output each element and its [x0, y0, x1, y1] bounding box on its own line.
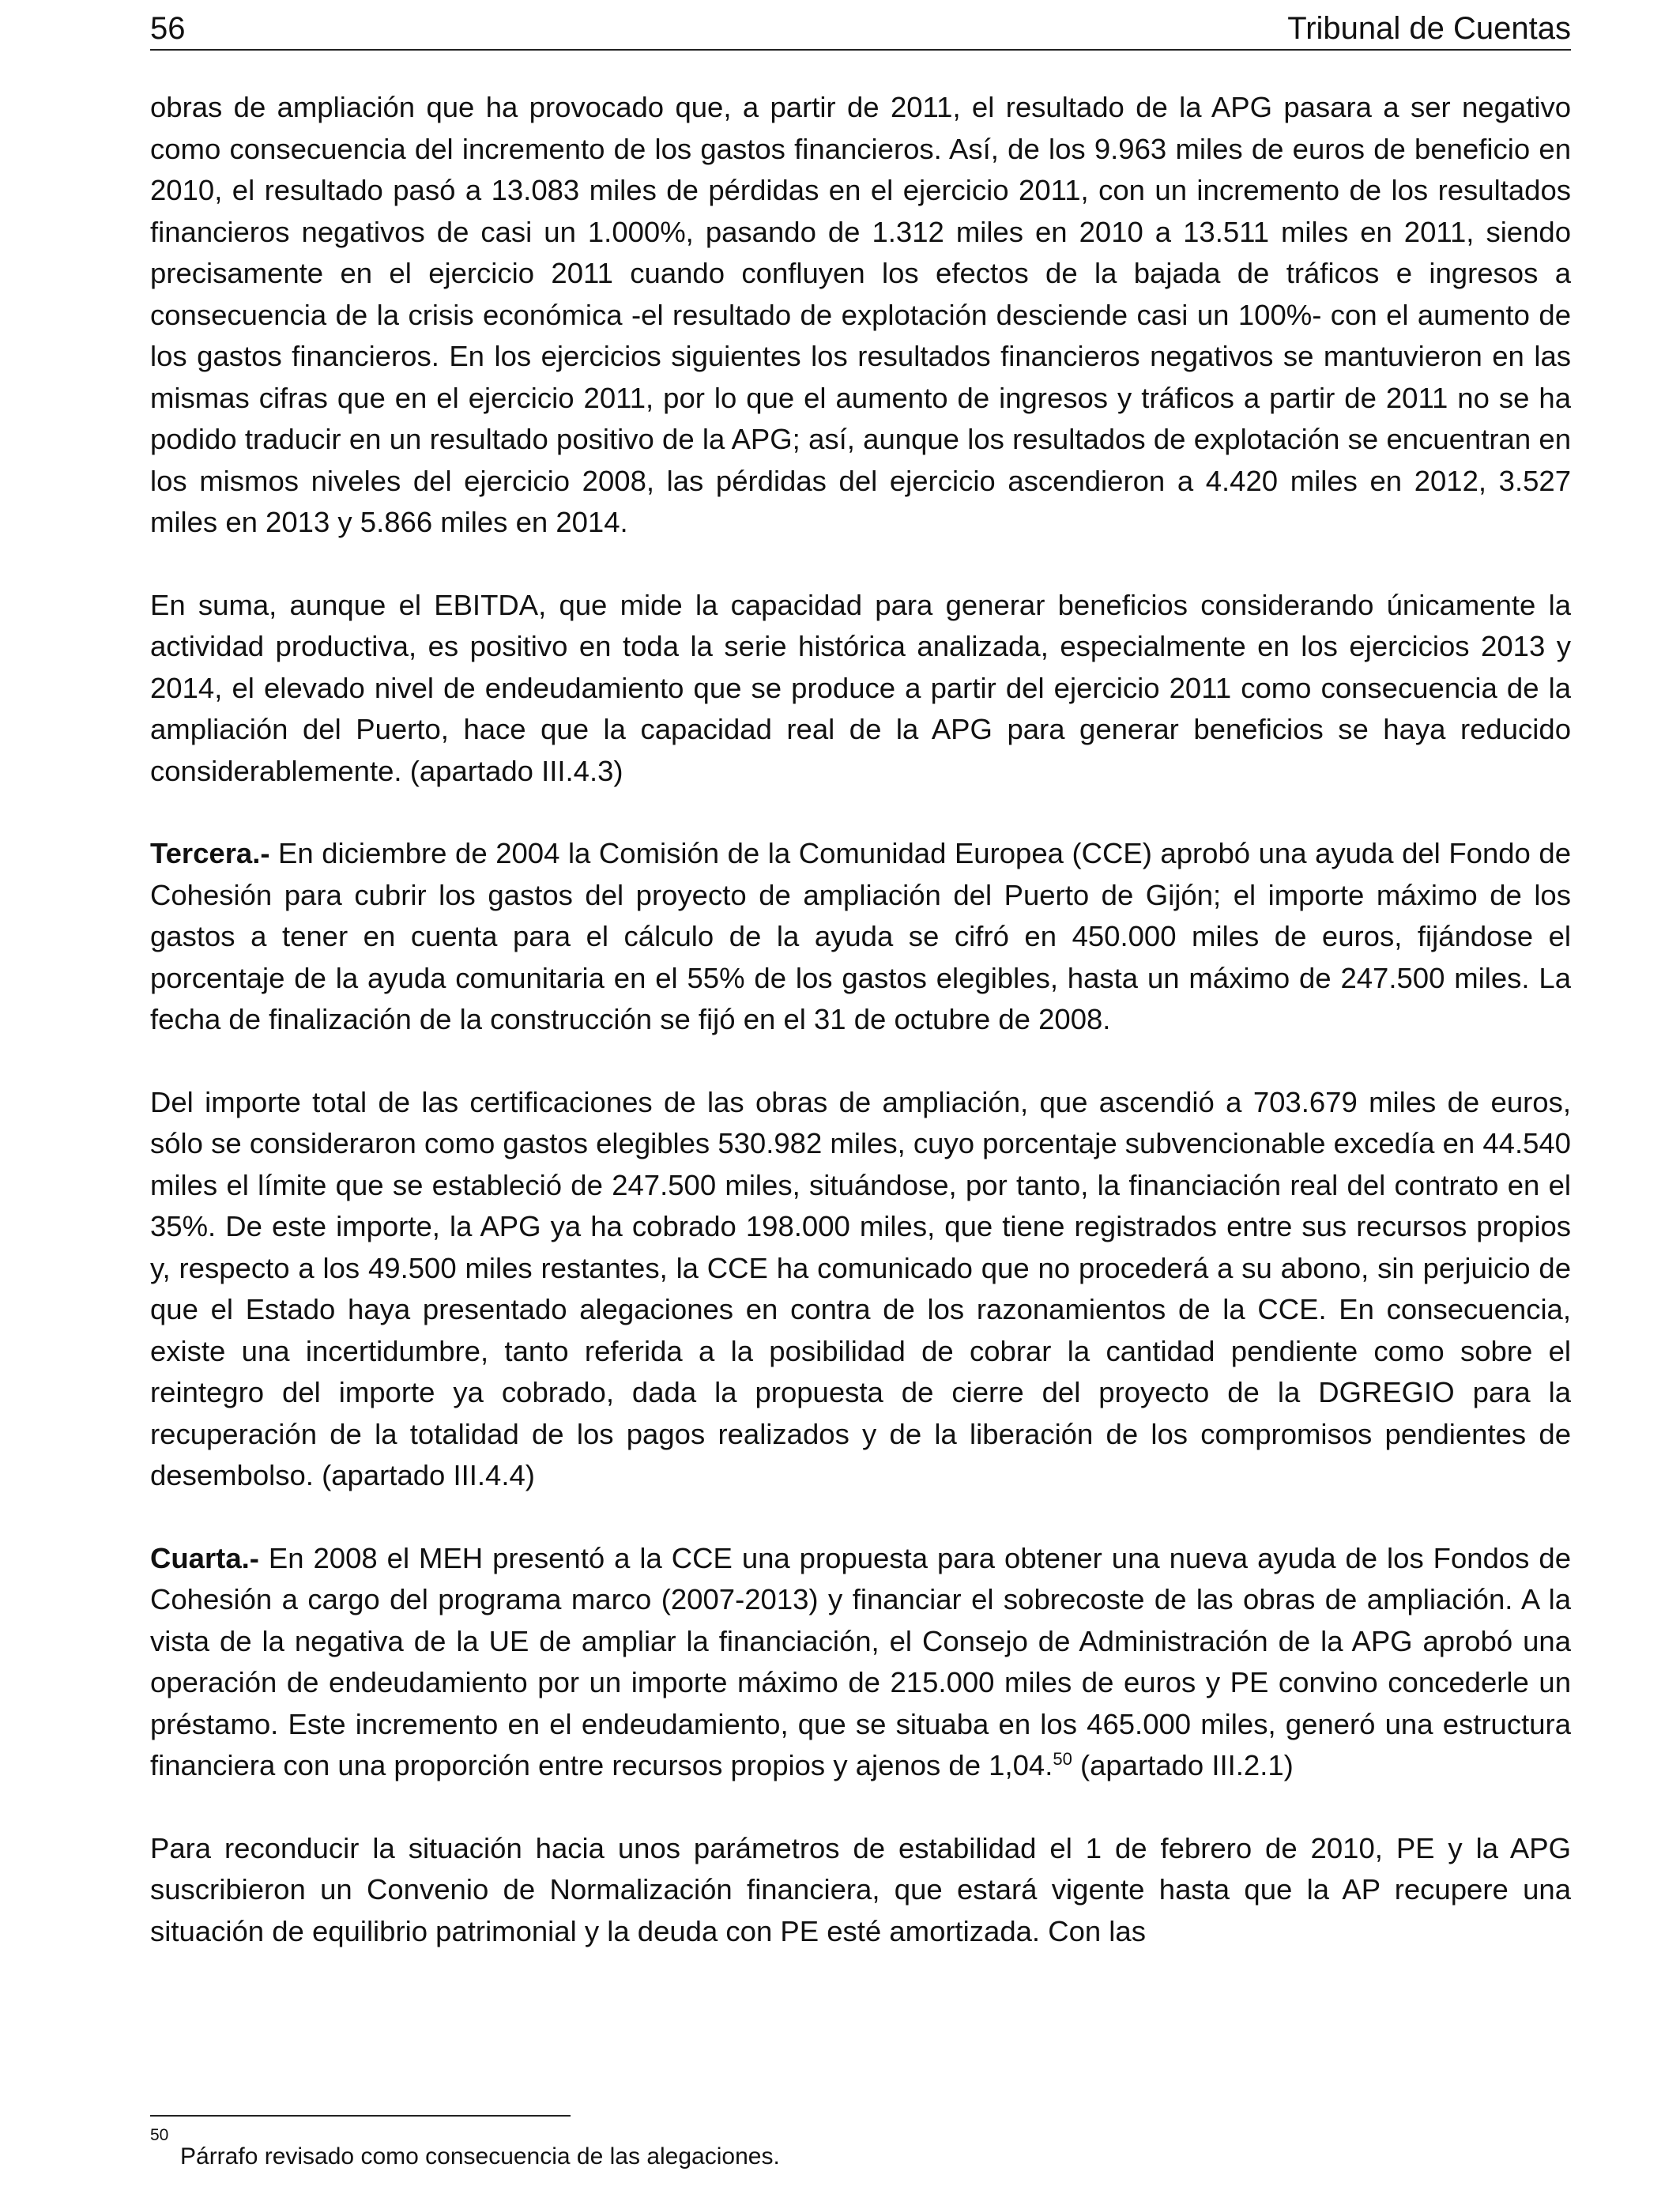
- paragraph-text: En diciembre de 2004 la Comisión de la Comunidad Europea (CCE) aprobó una ayuda del Fondo de Cohesión para cubrir los gastos del proyecto de ampliación del Puerto de Gijón; el importe máximo de los gastos a tener en cuenta para el cálculo de la ayuda se cifró en 450.000 miles de euros, fijándose el porcentaje de la ayuda comunitaria en el 55% de los gastos elegibles, hasta un máximo de 247.500 miles. La fecha de finalización de la construcción se fijó en el 31 de octubre de 2008.: [150, 837, 1571, 1035]
- footnote-text: Párrafo revisado como consecuencia de las alegaciones.: [180, 2143, 780, 2169]
- paragraph-cuarta: [150, 1538, 1571, 1787]
- paragraph-results: [150, 87, 1571, 544]
- paragraph-text: En suma, aunque el EBITDA, que mide la capacidad para generar beneficios considerando únicamente la actividad productiva, es positivo en toda la serie histórica analizada, especialmente en los ejercicios 2013 y 2014, el elevado nivel de endeudamiento que se produce a partir del ejercicio 2011 como consecuencia de la ampliación del Puerto, hace que la capacidad real de la APG para generar beneficios se haya reducido considerablemente. (apartado III.4.3): [150, 588, 1571, 787]
- footnote-mark: 50: [150, 2126, 169, 2144]
- paragraph-certificaciones: [150, 1082, 1571, 1497]
- body-text: [150, 87, 1571, 1952]
- paragraph-tail: (apartado III.2.1): [1072, 1749, 1294, 1781]
- paragraph-text: Del importe total de las certificaciones de las obras de ampliación, que ascendió a 703.679 miles de euros, sólo se consideraron como gastos elegibles 530.982 miles, cuyo porcentaje subvencionable excedía en 44.540 miles el límite que se estableció de 247.500 miles, situándose, por tanto, la financiación real del contrato en el 35%. De este importe, la APG ya ha cobrado 198.000 miles, que tiene registrados entre sus recursos propios y, respecto a los 49.500 miles restantes, la CCE ha comunicado que no procederá a su abono, sin perjuicio de que el Estado haya presentado alegaciones en contra de los razonamientos de la CCE. En consecuencia, existe una incertidumbre, tanto referida a la posibilidad de cobrar la cantidad pendiente como sobre el reintegro del importe ya cobrado, dada la propuesta de cierre del proyecto de la DGREGIO para la recuperación de la totalidad de los pagos realizados y de la liberación de los compromisos pendientes de desembolso. (apartado III.4.4): [150, 1085, 1571, 1491]
- paragraph-ebitda: [150, 585, 1571, 793]
- footnote-reference[interactable]: 50: [1053, 1748, 1072, 1769]
- running-title: Tribunal de Cuentas: [1287, 11, 1571, 46]
- paragraph-convenio: [150, 1828, 1571, 1953]
- paragraph-text: En 2008 el MEH presentó a la CCE una propuesta para obtener una nueva ayuda de los Fondos de Cohesión a cargo del programa marco (2007-2013) y financiar el sobrecoste de las obras de ampliación. A la vista de la negativa de la UE de ampliar la financiación, el Consejo de Administración de la APG aprobó una operación de endeudamiento por un importe máximo de 215.000 miles de euros y PE convino concederle un préstamo. Este incremento en el endeudamiento, que se situaba en los 465.000 miles, generó una estructura financiera con una proporción entre recursos propios y ajenos de 1,04.: [150, 1541, 1571, 1781]
- page-number: 56: [150, 11, 186, 46]
- page-header: [150, 6, 1571, 51]
- footnote-divider: [150, 2115, 571, 2117]
- paragraph-tercera: [150, 833, 1571, 1041]
- paragraph-text: Para reconducir la situación hacia unos parámetros de estabilidad el 1 de febrero de 2010, PE y la APG suscribieron un Convenio de Normalización financiera, que estará vigente hasta que la AP recupere una situación de equilibrio patrimonial y la deuda con PE esté amortizada. Con las: [150, 1831, 1571, 1947]
- paragraph-text: obras de ampliación que ha provocado que, a partir de 2011, el resultado de la APG pasara a ser negativo como consecuencia del incremento de los gastos financieros. Así, de los 9.963 miles de euros de beneficio en 2010, el resultado pasó a 13.083 miles de pérdidas en el ejercicio 2011, con un incremento de los resultados financieros negativos de casi un 1.000%, pasando de 1.312 miles en 2010 a 13.511 miles en 2011, siendo precisamente en el ejercicio 2011 cuando confluyen los efectos de la bajada de tráficos e ingresos a consecuencia de la crisis económica -el resultado de explotación desciende casi un 100%- con el aumento de los gastos financieros. En los ejercicios siguientes los resultados financieros negativos se mantuvieron en las mismas cifras que en el ejercicio 2011, por lo que el aumento de ingresos y tráficos a partir de 2011 no se ha podido traducir en un resultado positivo de la APG; así, aunque los resultados de explotación se encuentran en los mismos niveles del ejercicio 2008, las pérdidas del ejercicio ascendieron a 4.420 miles en 2012, 3.527 miles en 2013 y 5.866 miles en 2014.: [150, 91, 1571, 538]
- footnote: [150, 2126, 780, 2170]
- paragraph-lead: Cuarta.-: [150, 1541, 259, 1574]
- paragraph-lead: Tercera.-: [150, 837, 270, 869]
